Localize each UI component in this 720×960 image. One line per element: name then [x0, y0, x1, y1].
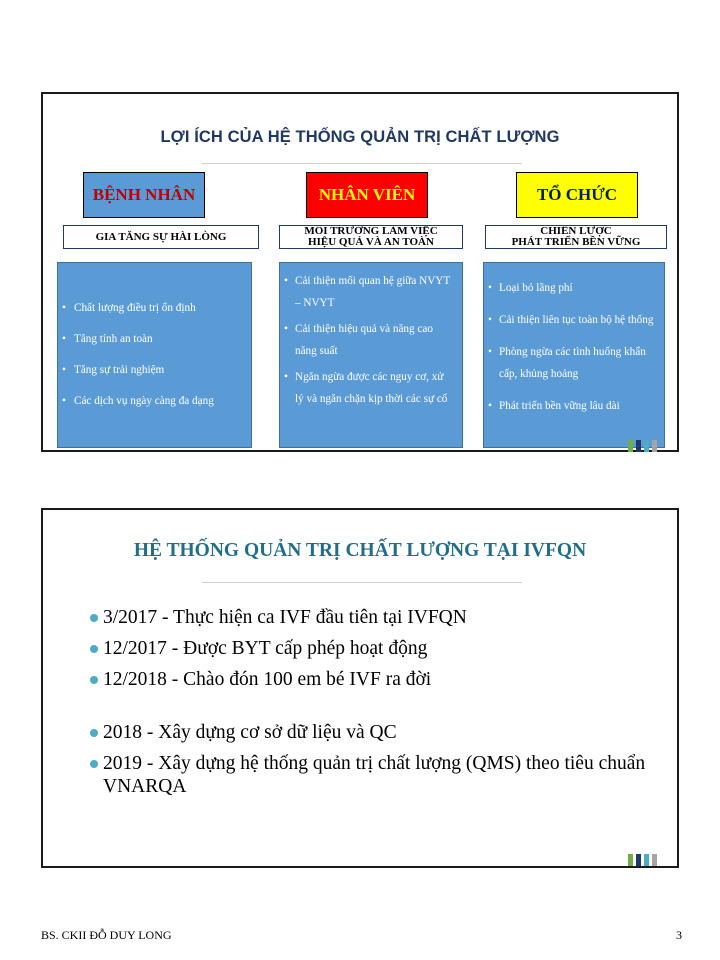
title-divider — [202, 163, 522, 164]
title-divider — [202, 582, 522, 583]
subheader-line: MÔI TRƯỜNG LÀM VIỆC — [304, 225, 438, 237]
decorative-bar — [652, 440, 657, 452]
list-item: 3/2017 - Thực hiện ca IVF đầu tiên tại IVFQN — [90, 606, 660, 629]
list-item: • Chất lượng điều trị ổn định — [58, 301, 251, 315]
decorative-bar — [644, 440, 649, 452]
subheader-line: GIA TĂNG SỰ HÀI LÒNG — [95, 230, 227, 243]
header-staff: NHÂN VIÊN — [306, 172, 428, 218]
subheader-patient — [63, 225, 259, 249]
header-patient: BỆNH NHÂN — [83, 172, 205, 218]
slide-title: HỆ THỐNG QUẢN TRỊ CHẤT LƯỢNG TẠI IVFQN — [133, 540, 587, 561]
list-item: 2018 - Xây dựng cơ sở dữ liệu và QC — [90, 721, 660, 744]
panel-organization — [483, 262, 665, 448]
list-item: 12/2017 - Được BYT cấp phép hoạt động — [90, 637, 660, 660]
decorative-bar — [636, 854, 641, 866]
list-item: • Ngăn ngừa được các nguy cơ, xử lý và ngăn chặn kịp thời các sự cố — [280, 366, 454, 410]
subheader-organization — [485, 225, 667, 249]
list-item: • Phát triển bền vững lâu dài — [484, 395, 656, 417]
list-item: • Tăng tính an toàn — [58, 332, 251, 346]
subheader-line: HIỆU QUẢ VÀ AN TOÀN — [308, 236, 434, 248]
subheader-line: CHIẾN LƯỢC — [540, 225, 612, 237]
footer-author: BS. CKII ĐỖ DUY LONG — [41, 928, 172, 942]
subheader-line: PHÁT TRIỂN BỀN VỮNG — [511, 236, 641, 248]
list-item: • Cải thiện hiệu quả và năng cao năng suất — [280, 318, 454, 362]
list-item: • Loại bỏ lãng phí — [484, 277, 656, 299]
decorative-bar — [644, 854, 649, 866]
slide-benefits — [41, 92, 679, 452]
list-item: 12/2018 - Chào đón 100 em bé IVF ra đời — [90, 668, 660, 691]
slide-ivfqn-qms — [41, 508, 679, 868]
list-item: • Phòng ngừa các tình huống khẩn cấp, khủng hoảng — [484, 341, 656, 385]
slide-title: LỢI ÍCH CỦA HỆ THỐNG QUẢN TRỊ CHẤT LƯỢNG — [160, 128, 560, 146]
list-item: 2019 - Xây dựng hệ thống quản trị chất lượng (QMS) theo tiêu chuẩn VNARQA — [90, 752, 660, 798]
decorative-bar — [628, 854, 633, 866]
decorative-bars — [628, 440, 657, 452]
list-item: • Cải thiện mối quan hệ giữa NVYT – NVYT — [280, 270, 454, 314]
decorative-bar — [628, 440, 633, 452]
decorative-bars — [628, 854, 657, 866]
panel-patient — [57, 262, 252, 448]
page-number: 3 — [676, 928, 682, 942]
header-organization: TỔ CHỨC — [516, 172, 638, 218]
milestone-list — [90, 606, 660, 798]
panel-staff — [279, 262, 463, 448]
list-item: • Tăng sự trải nghiệm — [58, 363, 251, 377]
list-item: • Cải thiện liên tục toàn bộ hệ thống — [484, 309, 656, 331]
decorative-bar — [652, 854, 657, 866]
subheader-staff — [279, 225, 463, 249]
decorative-bar — [636, 440, 641, 452]
list-item: • Các dịch vụ ngày càng đa dạng — [58, 394, 251, 408]
